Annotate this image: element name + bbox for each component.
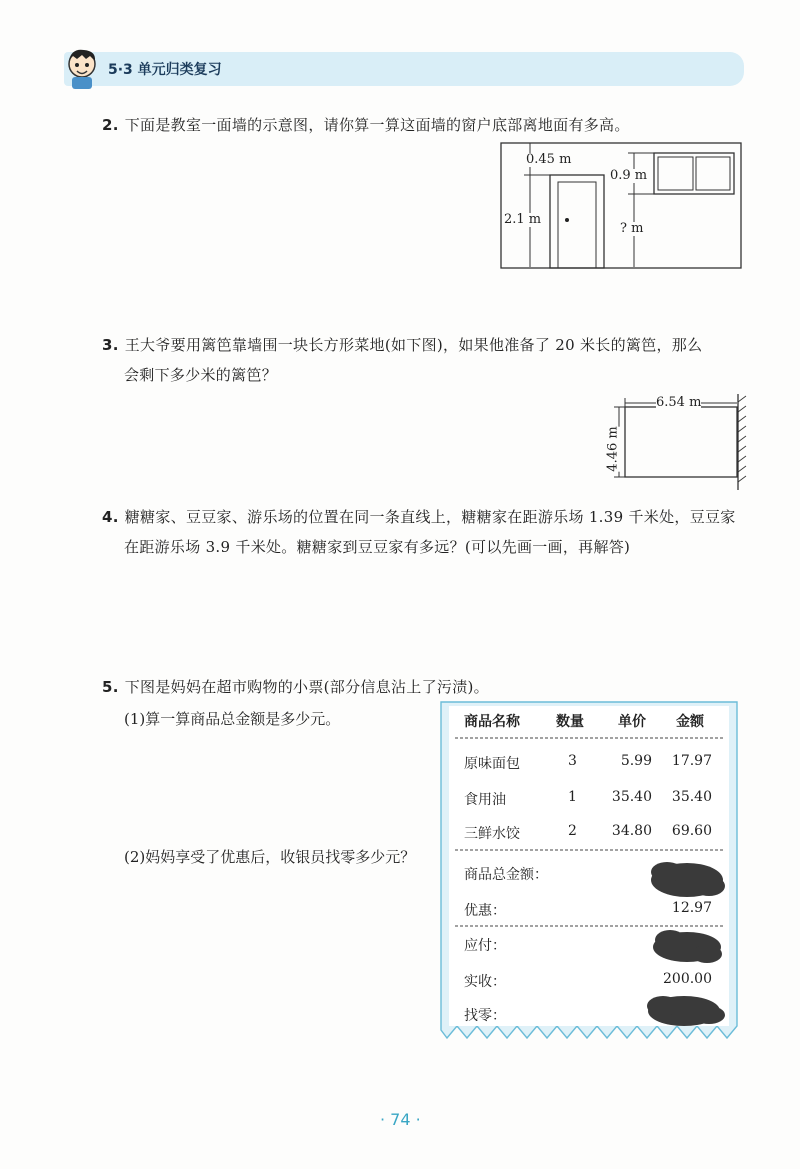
label-window-height: 0.9 m [610, 168, 648, 183]
question-3-line1: 王大爷要用篱笆靠墙围一块长方形菜地(如下图)，如果他准备了 20 米长的篱笆，那么 [124, 336, 703, 354]
question-5-part1: (1)算一算商品总金额是多少元。 [124, 710, 341, 728]
receipt-row-qty: 3 [568, 753, 577, 769]
label-garden-length: 6.54 m [656, 395, 702, 410]
label-top-height: 0.45 m [526, 152, 572, 167]
receipt-change-label: 找零： [464, 1008, 506, 1024]
question-4-line1: 糖糖家、豆豆家、游乐场的位置在同一条直线上，糖糖家在距游乐场 1.39 千米处，豆豆家 [124, 508, 736, 526]
receipt-header-amount: 金额 [676, 714, 704, 730]
receipt-row-price: 5.99 [620, 753, 652, 769]
label-unknown-height: ? m [620, 221, 644, 236]
receipt-row-qty: 2 [568, 823, 577, 839]
label-door-height: 2.1 m [504, 212, 542, 227]
question-4-line2: 在距游乐场 3.9 千米处。糖糖家到豆豆家有多远？(可以先画一画，再解答) [124, 538, 631, 556]
receipt-header-qty: 数量 [556, 714, 584, 730]
receipt-row-amount: 35.40 [671, 789, 712, 805]
receipt-discount-label: 优惠： [464, 903, 506, 919]
question-5-part2: (2)妈妈享受了优惠后，收银员找零多少元？ [124, 848, 416, 866]
section-banner [64, 52, 744, 86]
page-number: · 74 · [380, 1110, 421, 1129]
question-4: 4. 糖糖家、豆豆家、游乐场的位置在同一条直线上，糖糖家在距游乐场 1.39 千米处，豆豆家 在距游乐场 3.9 千米处。糖糖家到豆豆家有多远？(可以先画一画，再解答) [102, 502, 762, 562]
question-5-text: 下图是妈妈在超市购物的小票(部分信息沾上了污渍)。 [124, 678, 489, 696]
receipt-header-name: 商品名称 [464, 714, 520, 730]
receipt-total-label: 商品总金额： [464, 867, 548, 883]
receipt-header-price: 单价 [618, 714, 646, 730]
section-title: 5·3 单元归类复习 [108, 62, 222, 78]
receipt-row-name: 食用油 [464, 792, 506, 808]
receipt-row-amount: 17.97 [671, 753, 712, 769]
question-3: 3. 王大爷要用篱笆靠墙围一块长方形菜地(如下图)，如果他准备了 20 米长的篱笆，那么 会剩下多少米的篱笆？ [102, 330, 752, 390]
question-2: 2. 下面是教室一面墙的示意图，请你算一算这面墙的窗户底部离地面有多高。 [102, 116, 630, 134]
receipt-row-name: 三鲜水饺 [464, 826, 520, 842]
question-2-text: 下面是教室一面墙的示意图，请你算一算这面墙的窗户底部离地面有多高。 [124, 116, 630, 134]
label-garden-width: 4.46 m [605, 426, 621, 472]
receipt-row-price: 34.80 [611, 823, 652, 839]
student-mascot-icon [62, 46, 102, 90]
receipt-discount-value: 12.97 [671, 900, 712, 916]
receipt-row-price: 35.40 [611, 789, 652, 805]
receipt-payable-label: 应付： [464, 938, 506, 954]
question-5: 5. 下图是妈妈在超市购物的小票(部分信息沾上了污渍)。 [102, 678, 489, 696]
receipt-row-name: 原味面包 [464, 756, 520, 772]
receipt-paid-value: 200.00 [663, 971, 712, 987]
receipt-paid-label: 实收： [464, 974, 506, 990]
question-3-line2: 会剩下多少米的篱笆？ [124, 366, 278, 384]
receipt-row-qty: 1 [568, 789, 577, 805]
receipt-row-amount: 69.60 [671, 823, 712, 839]
